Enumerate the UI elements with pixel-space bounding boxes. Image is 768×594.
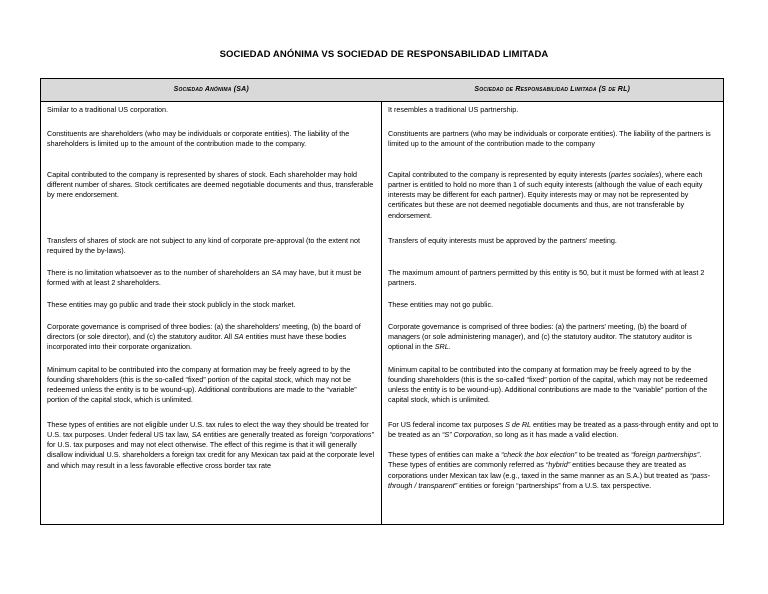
srl-tax-paragraph-1: For US federal income tax purposes S de RL entities may be treated as a pass-through entity and opt to be treated as an “S” Corporation, so long as it has made a valid election. xyxy=(388,419,719,439)
table-row xyxy=(41,167,724,233)
cell-sa: Minimum capital to be contributed into the company at formation may be freely agreed to by the founding shareholders (this is the so-called “fixed” portion of the capital stock, which may not be redeemed unless the entity is to be wound-up). Additional contributions are made to the “variable” portion of the capital stock, which is unlimited. xyxy=(41,362,382,417)
table-row xyxy=(41,297,724,319)
cell-sa: Transfers of shares of stock are not subject to any kind of corporate pre-approval (to the extent not required by the by-laws). xyxy=(41,233,382,265)
table-row xyxy=(41,233,724,265)
cell-srl: Transfers of equity interests must be approved by the partners' meeting. xyxy=(382,233,724,265)
cell-sa: Corporate governance is comprised of three bodies: (a) the shareholders' meeting, (b) the board of directors (or sole director), and (c) the statutory auditor. All SA entities must have these bodies incorporated into their corporate organization. xyxy=(41,319,382,362)
header-sa: Sociedad Anónima (SA) xyxy=(41,79,382,102)
cell-sa: Constituents are shareholders (who may be individuals or corporate entities). The liability of the shareholders is limited up to the amount of the contribution made to the company. xyxy=(41,126,382,167)
cell-srl: Capital contributed to the company is represented by equity interests (partes sociales), where each partner is entitled to hold no more than 1 of such equity interests (although the value of each equity interests may be different for each partner). Equity interests may or may not be represented by certificates but these are not deemed negotiable documents and thus, are not transferable by endorsement. xyxy=(382,167,724,233)
cell-sa: These entities may go public and trade their stock publicly in the stock market. xyxy=(41,297,382,319)
cell-srl xyxy=(382,417,724,525)
cell-srl: Minimum capital to be contributed into the company at formation may be freely agreed to by the founding shareholders (this is the so-called “fixed” portion of the capital, which may not be redeemed unless the entity is to be wound-up). Additional contributions are made to the “variable” portion of the capital stock, which is unlimited. xyxy=(382,362,724,417)
srl-tax-paragraph-2: These types of entities can make a “check the box election” to be treated as “foreign partnerships”. These types of entities are commonly referred as “hybrid” entities because they are treated as corporations under Mexican tax law (e.g., taxed in the same manner as an S.A.) but treated as “pass-through / transparent” entities or foreign “partnerships” from a U.S. tax perspective. xyxy=(388,450,711,490)
cell-sa: These types of entities are not eligible under U.S. tax rules to elect the way they should be treated for U.S. tax purposes. Under federal US tax law, SA entities are generally treated as foreign “corporations” for U.S. tax purposes and may not elect otherwise. The effect of this regime is that it will generally disallow individual U.S. shareholders a foreign tax credit for any Mexican tax paid at the corporate level and which may result in a less favorable effective cross border tax rate xyxy=(41,417,382,525)
cell-srl: It resembles a traditional US partnership. xyxy=(382,102,724,126)
table-row xyxy=(41,362,724,417)
table-row xyxy=(41,126,724,167)
cell-srl: These entities may not go public. xyxy=(382,297,724,319)
header-srl: Sociedad de Responsabilidad Limitada (S de RL) xyxy=(382,79,724,102)
comparison-table xyxy=(40,78,724,525)
table-row xyxy=(41,265,724,297)
cell-srl: Constituents are partners (who may be individuals or corporate entities). The liability of the partners is limited up to the amount of the contribution made to the company xyxy=(382,126,724,167)
table-header-row xyxy=(41,79,724,102)
cell-sa: There is no limitation whatsoever as to the number of shareholders an SA may have, but it must be formed with at least 2 shareholders. xyxy=(41,265,382,297)
cell-sa: Capital contributed to the company is represented by shares of stock. Each shareholder may hold different number of shares. Stock certificates are deemed negotiable documents and thus, transferable by mere endorsement. xyxy=(41,167,382,233)
cell-srl: Corporate governance is comprised of three bodies: (a) the partners' meeting, (b) the board of managers (or sole administering manager), and (c) the statutory auditor. The statutory auditor is optional in the SRL. xyxy=(382,319,724,362)
document-title: SOCIEDAD ANÓNIMA VS SOCIEDAD DE RESPONSABILIDAD LIMITADA xyxy=(219,49,549,60)
table-row xyxy=(41,319,724,362)
table-row xyxy=(41,102,724,126)
cell-sa: Similar to a traditional US corporation. xyxy=(41,102,382,126)
cell-srl: The maximum amount of partners permitted by this entity is 50, but it must be formed with at least 2 partners. xyxy=(382,265,724,297)
table-row xyxy=(41,417,724,525)
